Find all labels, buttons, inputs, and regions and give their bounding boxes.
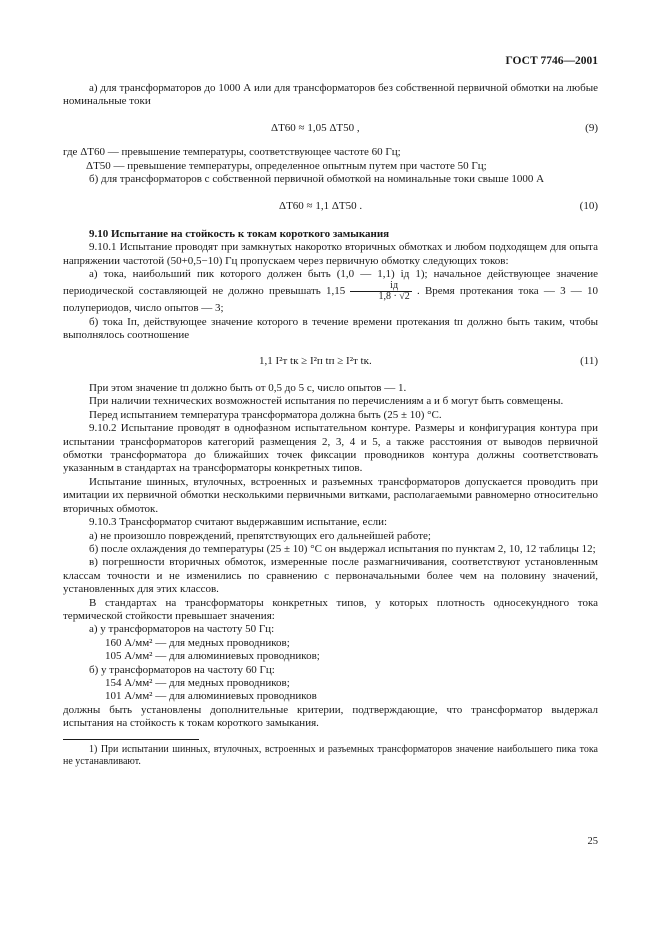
formula-9-expression: ΔT60 ≈ 1,05 ΔT50 , xyxy=(271,121,360,134)
peak-current-fraction xyxy=(350,281,411,302)
paragraph-rms-current: б) тока Iп, действующее значение которого в течение времени протекания tп должно быть таким, чтобы выполнялось соотношение xyxy=(63,315,598,342)
paragraph-9-10-3: 9.10.3 Трансформатор считают выдержавшим испытание, если: xyxy=(89,516,388,529)
paragraph-combined-tests: При наличии технических возможностей испытания по перечислениям а и б могут быть совмещены. xyxy=(89,395,564,408)
peak-current-duration: . Время протекания тока — 3 — 10 полупериодов, число опытов — 3; xyxy=(63,285,599,315)
criterion-a: а) не произошло повреждений, препятствующих его дальнейшей работе; xyxy=(89,529,431,542)
formula-10-number: (10) xyxy=(579,200,598,213)
where-delta-t60: где ΔT60 — превышение температуры, соответствующее частоте 60 Гц; xyxy=(63,146,401,159)
density-60hz-aluminium: 101 А/мм² — для алюминиевых проводников xyxy=(105,690,317,703)
paragraph-additional-criteria: должны быть установлены дополнительные критерии, подтверждающие, что трансформатор выдержал испытания на стойкость к токам короткого замыкания. xyxy=(63,703,598,730)
fraction-numerator: iд xyxy=(390,280,399,292)
footnote: 1) При испытании шинных, втулочных, встроенных и разъемных трансформаторов значение наибольшего пика тока не устанавливают. xyxy=(63,743,598,767)
paragraph-bushing-transformers: Испытание шинных, втулочных, встроенных и разъемных трансформаторов допускается проводить при имитации их первичной обмотки несколькими первичными витками, располагаемыми равномерно относительно вторичных обмоток. xyxy=(63,475,598,515)
formula-9 xyxy=(63,122,598,135)
footnote-divider xyxy=(63,739,199,740)
page-body xyxy=(63,82,598,768)
density-50hz-aluminium: 105 А/мм² — для алюминиевых проводников; xyxy=(105,650,320,663)
formula-11-expression: 1,1 I²т tк ≥ I²п tп ≥ I²т tк. xyxy=(259,354,372,367)
paragraph-peak-current xyxy=(63,268,598,316)
density-50hz-copper: 160 А/мм² — для медных проводников; xyxy=(105,636,290,649)
formula-10 xyxy=(63,200,598,213)
where-delta-t50: ΔT50 — превышение температуры, определенное опытным путем при частоте 50 Гц; xyxy=(86,159,487,172)
formula-10-expression: ΔT60 ≈ 1,1 ΔT50 . xyxy=(279,200,363,213)
paragraph-a-low-current: а) для трансформаторов до 1000 А или для трансформаторов без собственной первичной обмотки на любые номинальные токи xyxy=(63,82,598,108)
formula-11 xyxy=(63,355,598,368)
paragraph-temperature: Перед испытанием температура трансформатора должна быть (25 ± 10) °С. xyxy=(89,408,442,421)
fraction-denominator: 1,8 · √2 xyxy=(350,291,411,302)
paragraph-current-density: В стандартах на трансформаторы конкретных типов, у которых плотность односекундного тока термической стойкости превышает значения: xyxy=(63,596,598,622)
page-number: 25 xyxy=(587,836,598,847)
criterion-c: в) погрешности вторичных обмоток, измеренные после размагничивания, соответствуют установленным классам точности и не изменились по сравнению с первоначальными более чем на половину значений, установленных для этих классов. xyxy=(63,556,598,596)
density-60hz-copper: 154 А/мм² — для медных проводников; xyxy=(105,676,290,689)
paragraph-b-high-current: б) для трансформаторов с собственной первичной обмоткой на номинальные токи свыше 1000 А xyxy=(89,173,545,186)
section-heading-9-10: 9.10 Испытание на стойкость к токам короткого замыкания xyxy=(89,227,390,240)
density-60hz-heading: б) у трансформаторов на частоту 60 Гц: xyxy=(89,663,275,676)
criterion-b: б) после охлаждения до температуры (25 ± 10) °С он выдержал испытания по пунктам 2, 10, 12 таблицы 12; xyxy=(89,542,596,555)
standard-header: ГОСТ 7746—2001 xyxy=(505,55,598,67)
paragraph-9-10-2: 9.10.2 Испытание проводят в однофазном испытательном контуре. Размеры и конфигурация контура при испытании трансформаторов категорий размещения 2, 3, 4 и 5, а также расстояния от выводов первичной обмотки трансформатора до ближайших точек фиксации проводников контура должны соответствовать указанным в стандартах на трансформаторы конкретных типов. xyxy=(63,422,598,475)
paragraph-duration: При этом значение tп должно быть от 0,5 до 5 с, число опытов — 1. xyxy=(89,382,407,395)
formula-9-number: (9) xyxy=(585,121,598,134)
density-50hz-heading: а) у трансформаторов на частоту 50 Гц: xyxy=(89,623,275,636)
peak-current-text: а) тока, наибольший пик которого должен быть (1,0 — 1,1) iд 1); начальное действующее значение периодической составляющей не должно превышать 1,15 xyxy=(63,268,598,298)
paragraph-9-10-1: 9.10.1 Испытание проводят при замкнутых накоротко вторичных обмотках и любом подходящем для опыта напряжении частотой (50+0,5−10) Гц пропускаем через первичную обмотку следующих токов: xyxy=(63,241,598,267)
formula-11-number: (11) xyxy=(580,354,598,367)
